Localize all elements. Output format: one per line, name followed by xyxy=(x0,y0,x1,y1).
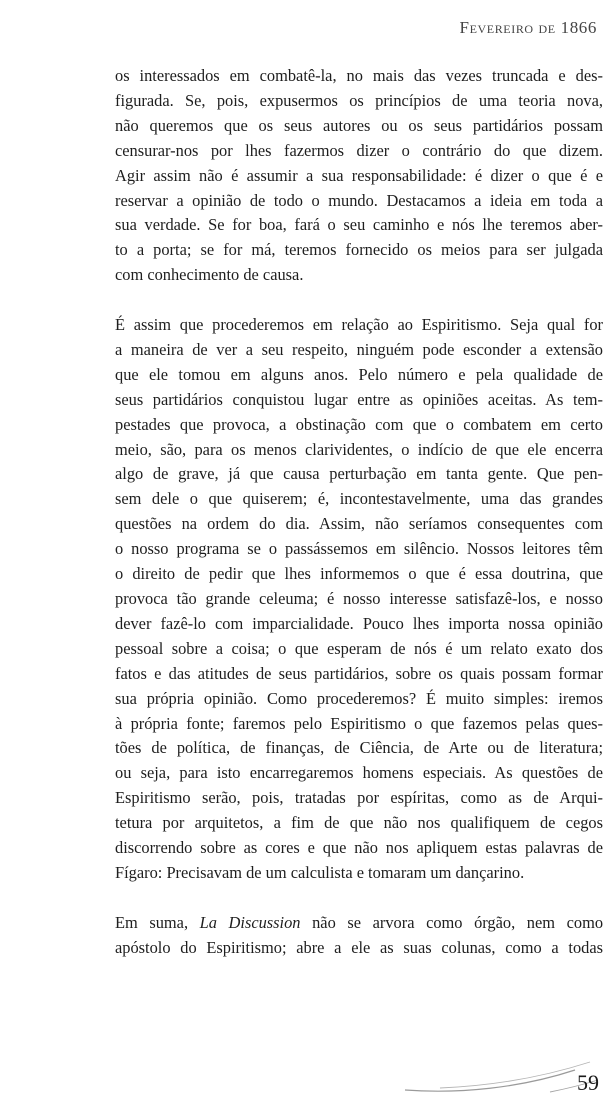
paragraph-line: Espiritismo serão, pois, tratadas por espíritas, como as de Arqui- xyxy=(115,788,603,808)
paragraph-line: que ele tomou em alguns anos. Pelo número e pela qualidade de xyxy=(115,364,603,384)
paragraph-line: algo de grave, já que causa perturbação em tanta gente. Que pen- xyxy=(115,464,603,484)
paragraph-line: tões de política, de finanças, de Ciência, de Arte ou de literatura; xyxy=(115,738,603,758)
paragraph-line: não queremos que os seus autores ou os seus partidários possam xyxy=(115,115,603,135)
paragraph-line: a maneira de ver a seu respeito, ninguém pode esconder a extensão xyxy=(115,339,603,359)
paragraph-line: Agir assim não é assumir a sua responsabilidade: é dizer o que é e xyxy=(115,165,603,185)
paragraph-1 xyxy=(115,64,603,288)
paragraph-line: É assim que procederemos em relação ao Espiritismo. Seja qual for xyxy=(115,315,603,335)
paragraph-line: fatos e das atitudes de seus partidários, sobre os quais possam formar xyxy=(115,663,603,683)
paragraph-line: Fígaro: Precisavam de um calculista e tomaram um dançarino. xyxy=(115,862,525,882)
paragraph-line: sem dele o que quiserem; é, incontestavelmente, uma das grandes xyxy=(115,489,603,509)
running-header: Fevereiro de 1866 xyxy=(459,18,597,37)
paragraph-line: sua própria opinião. Como procederemos? É muito simples: iremos xyxy=(115,688,603,708)
paragraph-line: os interessados em combatê-la, no mais das vezes truncada e des- xyxy=(115,66,603,85)
paragraph-line: o direito de pedir que lhes informemos o que é essa doutrina, que xyxy=(115,564,603,584)
paragraph-line: reservar a opinião de todo o mundo. Destacamos a ideia em toda a xyxy=(115,190,603,210)
paragraph-2 xyxy=(115,313,603,886)
paragraph-line: meio, são, para os menos clarividentes, o indício de que ele encerra xyxy=(115,439,603,459)
paragraph-line: censurar-nos por lhes fazermos dizer o contrário do que dizem. xyxy=(115,140,603,160)
page-body xyxy=(115,64,603,961)
paragraph-line: tetura por arquitetos, a fim de que não nos qualifiquem de cegos xyxy=(115,813,603,833)
paragraph-line: provoca tão grande celeuma; é nosso interesse satisfazê-los, e nosso xyxy=(115,589,603,609)
paragraph-line: o nosso programa se o passássemos em silêncio. Nossos leitores têm xyxy=(115,539,603,559)
paragraph-line: à própria fonte; faremos pelo Espiritismo o que fazemos pelas ques- xyxy=(115,713,603,733)
paragraph-line: apóstolo do Espiritismo; abre a ele as suas colunas, como a todas xyxy=(115,937,603,957)
footer-swash-ornament xyxy=(400,1058,600,1098)
paragraph-line: Em suma, La Discussion não se arvora como órgão, nem como xyxy=(115,912,604,932)
page-number: 59 xyxy=(577,1070,599,1095)
paragraph-3 xyxy=(115,911,603,961)
paragraph-line: discorrendo sobre as cores e que não nos apliquem estas palavras de xyxy=(115,838,603,858)
paragraph-line: dever fazê-lo com imparcialidade. Pouco lhes importa nossa opinião xyxy=(115,613,603,633)
italic-title: La Discussion xyxy=(199,912,301,932)
paragraph-line: sua verdade. Se for boa, fará o seu caminho e nós lhe teremos aber- xyxy=(115,215,603,235)
paragraph-line: com conhecimento de causa. xyxy=(115,265,304,285)
paragraph-line: figurada. Se, pois, expusermos os princípios de uma teoria nova, xyxy=(115,90,603,110)
paragraph-line: pestades que provoca, a obstinação com que o combatem em certo xyxy=(115,414,603,434)
paragraph-line: ou seja, para isto encarregaremos homens especiais. As questões de xyxy=(115,763,603,783)
paragraph-line: seus partidários conquistou lugar entre as opiniões aceitas. As tem- xyxy=(115,389,603,409)
paragraph-line: pessoal sobre a coisa; o que esperam de nós é um relato exato dos xyxy=(115,638,603,658)
paragraph-line: to a porta; se for má, teremos fornecido os meios para ser julgada xyxy=(115,240,603,260)
paragraph-line: questões na ordem do dia. Assim, não seríamos consequentes com xyxy=(115,514,603,534)
